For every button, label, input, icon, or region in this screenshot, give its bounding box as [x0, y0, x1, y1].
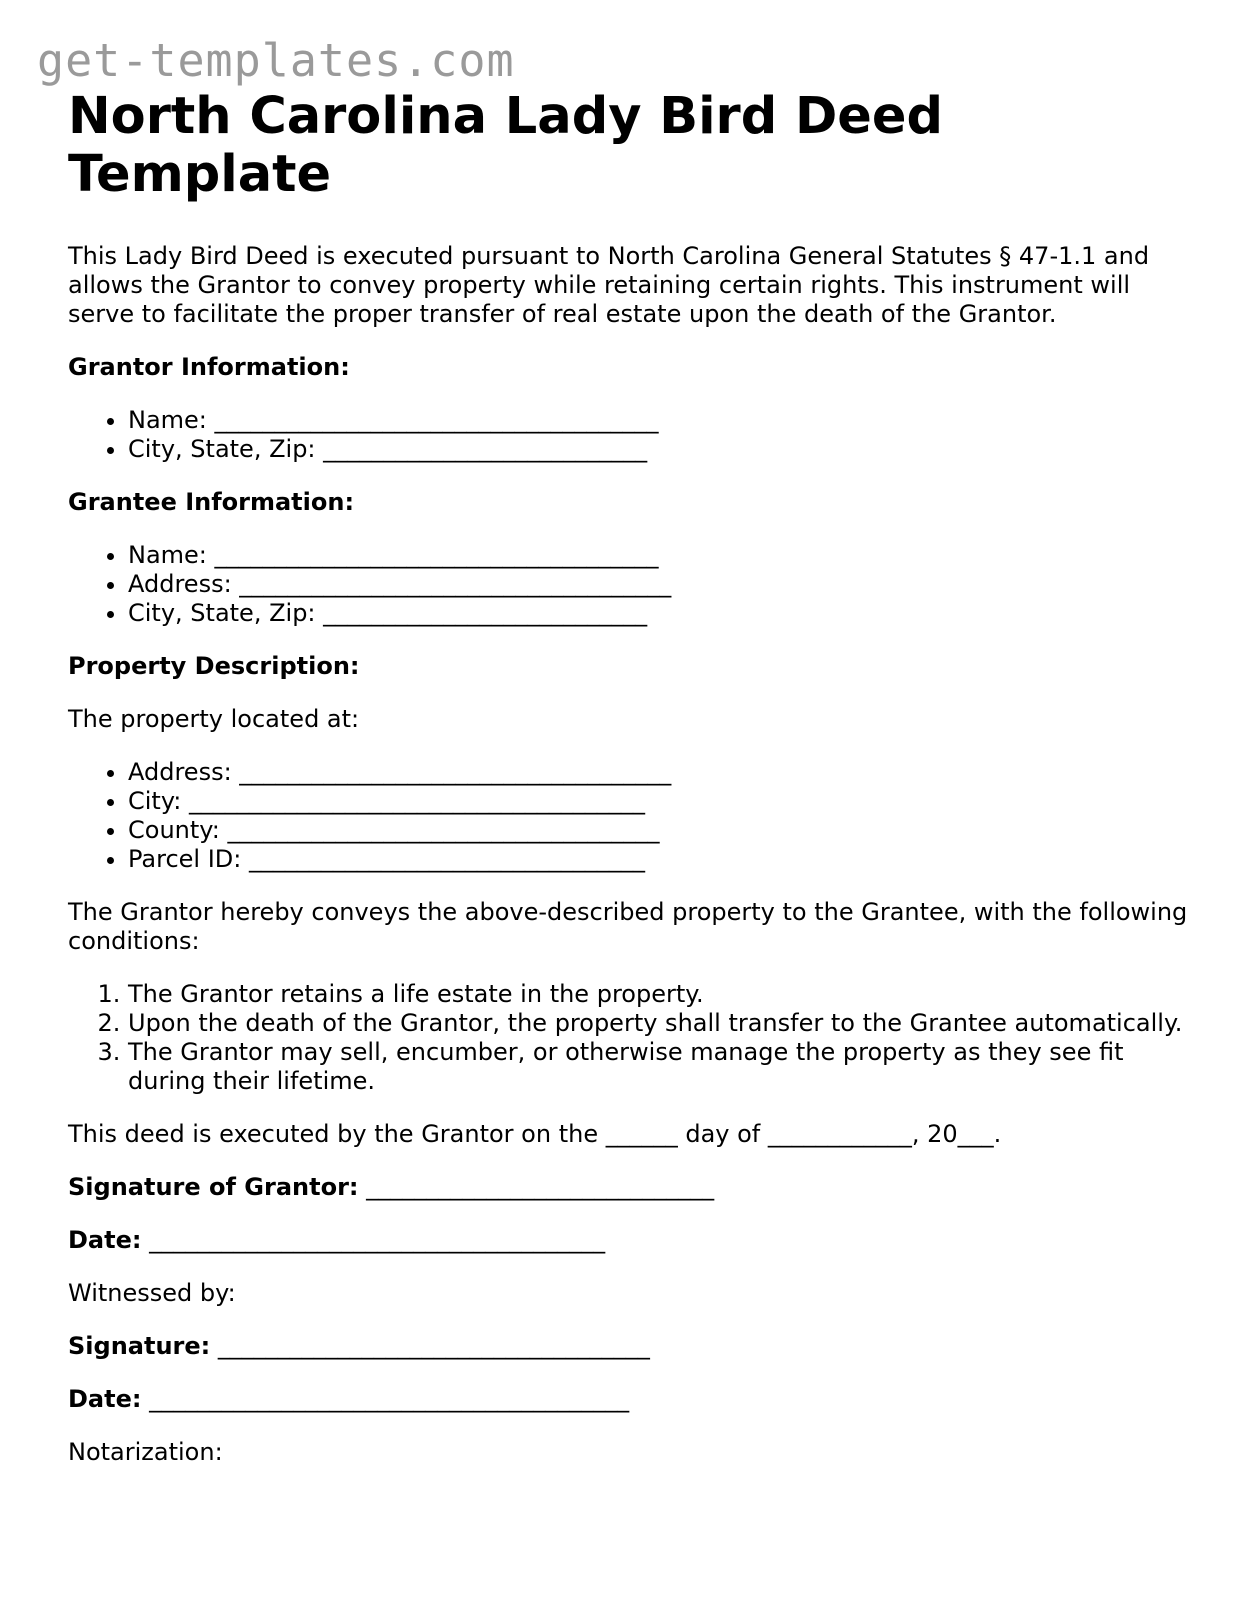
grantor-name-field: • Name: _____________________________________ [128, 406, 1188, 435]
grantee-address-field: • Address: ____________________________________ [128, 570, 1188, 599]
grantor-fields [68, 406, 1188, 464]
witness-date-line [68, 1385, 1188, 1414]
grantor-signature-blank: _____________________________ [358, 1173, 715, 1201]
conveyance-paragraph: The Grantor hereby conveys the above-described property to the Grantee, with the following conditions: [68, 898, 1188, 955]
grantee-fields [68, 541, 1188, 628]
witness-date-blank: ________________________________________ [141, 1385, 630, 1413]
witness-date-label: Date: [68, 1385, 142, 1413]
executed-line: This deed is executed by the Grantor on the ______ day of ____________, 20___. [68, 1120, 1002, 1148]
witnessed-by-label: Witnessed by: [68, 1279, 236, 1307]
property-address-field: • Address: ____________________________________ [128, 758, 1188, 787]
property-fields [68, 758, 1188, 874]
condition-item: 1. The Grantor retains a life estate in the property. [128, 980, 1188, 1009]
grantor-date-blank: ______________________________________ [141, 1226, 606, 1254]
grantor-heading: Grantor Information: [68, 353, 350, 381]
property-lead: The property located at: [68, 705, 360, 733]
property-parcel-id-field: • Parcel ID: _________________________________ [128, 845, 1188, 874]
intro-paragraph: This Lady Bird Deed is executed pursuant to North Carolina General Statutes § 47-1.1 and allows the Grantor to convey property while retaining certain rights. This instrument will serve to facilitate the proper transfer of real estate upon the death of the Grantor. [68, 242, 1150, 328]
condition-item: 3. The Grantor may sell, encumber, or otherwise manage the property as they see fit during their lifetime. [128, 1038, 1188, 1096]
conditions-list [68, 980, 1188, 1096]
witness-signature-label: Signature: [68, 1332, 211, 1360]
grantor-date-line [68, 1226, 1188, 1255]
witness-signature-line [68, 1332, 1188, 1361]
grantor-city-state-zip-field: • City, State, Zip: ___________________________ [128, 435, 1188, 464]
grantor-date-label: Date: [68, 1226, 142, 1254]
grantee-city-state-zip-field: • City, State, Zip: ___________________________ [128, 599, 1188, 628]
property-heading: Property Description: [68, 652, 360, 680]
grantor-signature-line [68, 1173, 1188, 1202]
grantee-heading: Grantee Information: [68, 488, 355, 516]
witness-signature-blank: ____________________________________ [210, 1332, 650, 1360]
document-title: North Carolina Lady Bird Deed Template [68, 87, 943, 204]
site-watermark: get-templates.com [37, 34, 515, 87]
property-county-field: • County: ____________________________________ [128, 816, 1188, 845]
grantor-signature-label: Signature of Grantor: [68, 1173, 359, 1201]
condition-item: 2. Upon the death of the Grantor, the property shall transfer to the Grantee automatically. [128, 1009, 1188, 1038]
notarization-label: Notarization: [68, 1438, 223, 1466]
document-body [68, 88, 1188, 1467]
grantee-name-field: • Name: _____________________________________ [128, 541, 1188, 570]
property-city-field: • City: ______________________________________ [128, 787, 1188, 816]
